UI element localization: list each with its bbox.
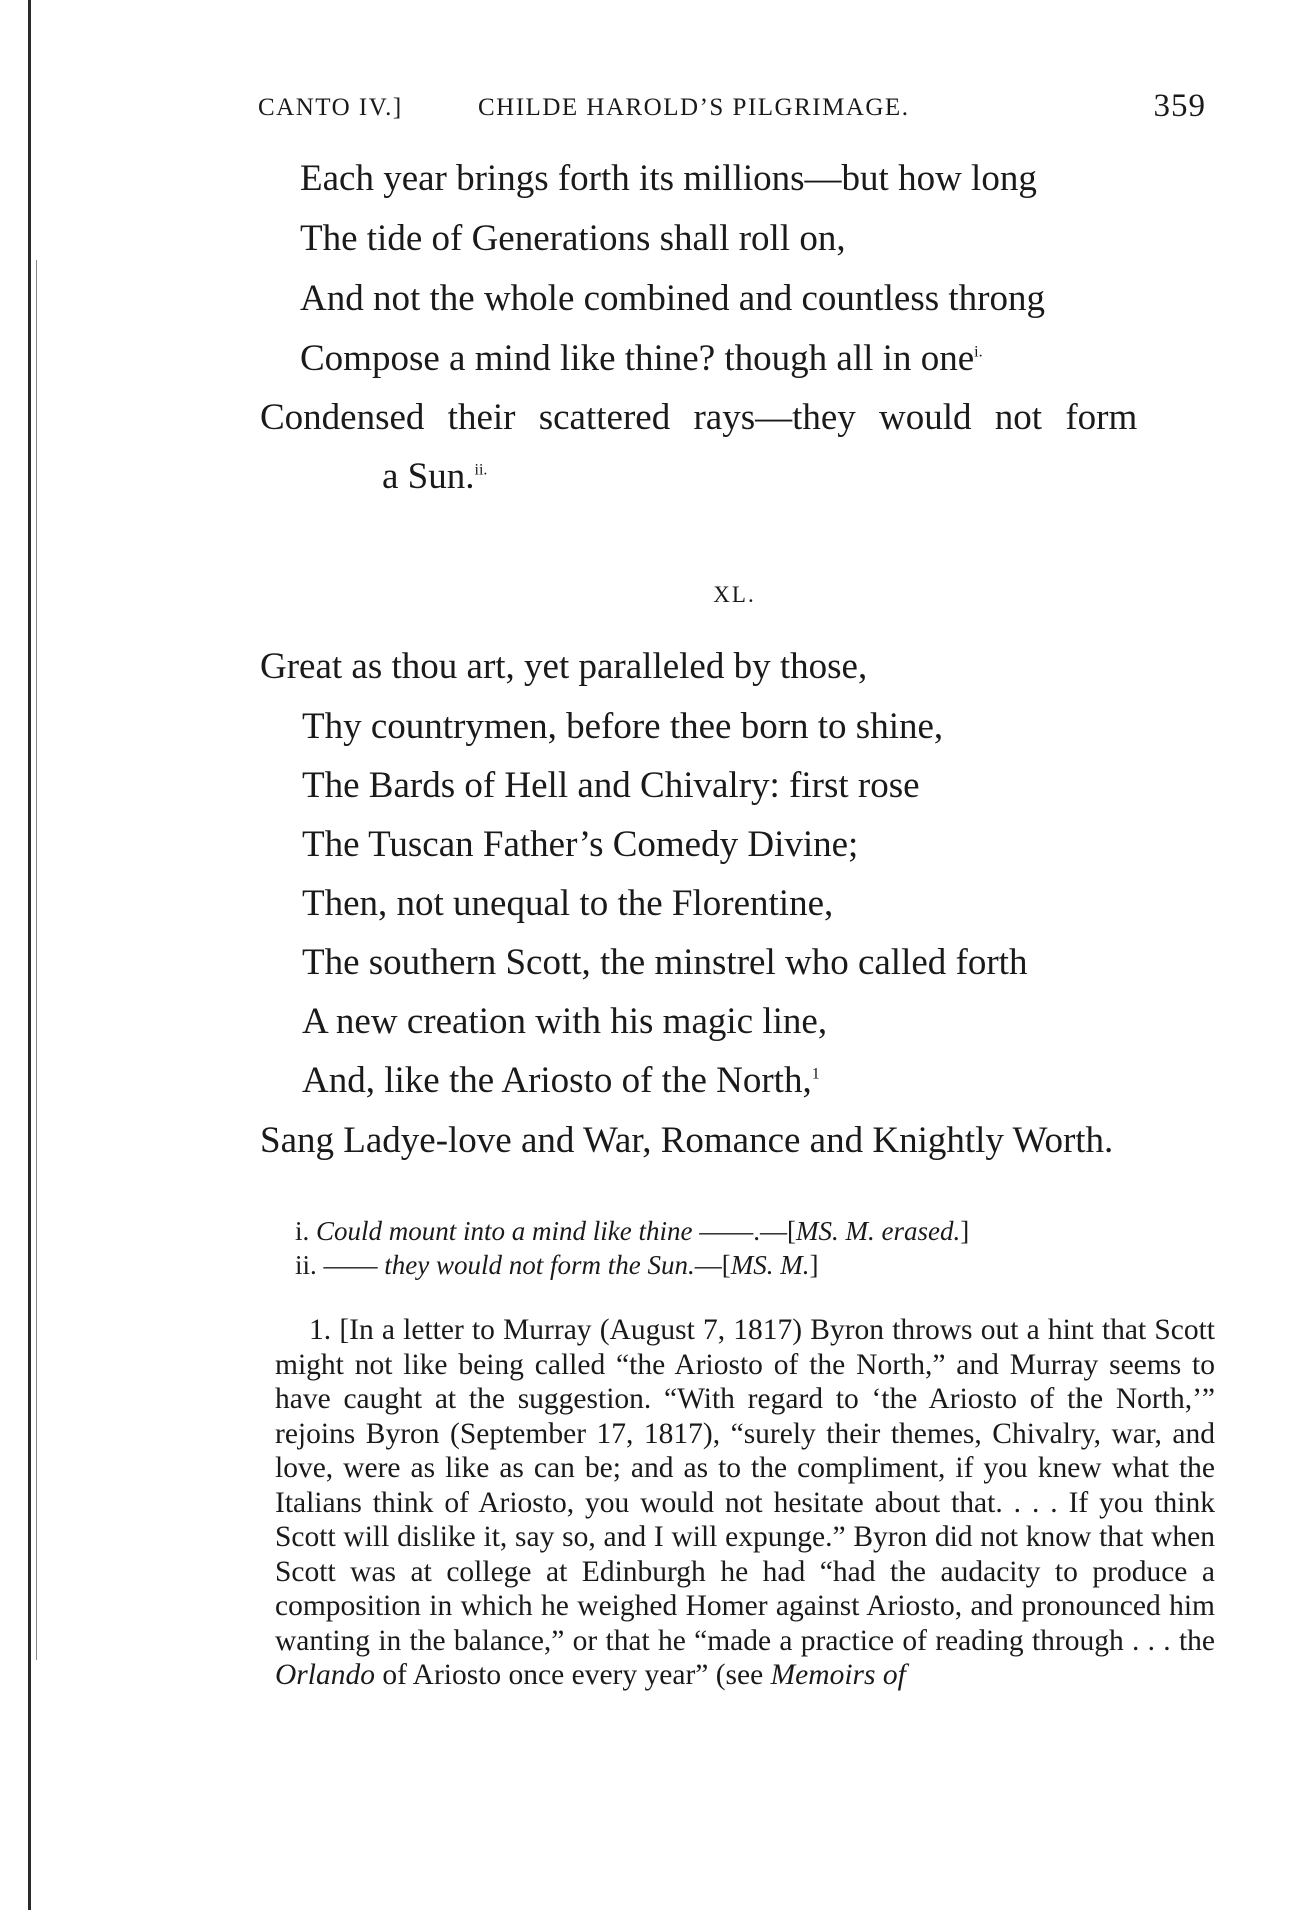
verse-line: Compose a mind like thine? though all in one$^{i.}$	[300, 338, 983, 379]
verse-line: And, like the Ariosto of the North,$^1$	[302, 1060, 820, 1101]
variant-reading: ii. —— they would not form the Sun.—[MS. M.]	[295, 1250, 819, 1280]
page-number: 359	[1153, 88, 1206, 124]
footnote-italic: Orlando	[275, 1659, 375, 1691]
verse-line: The southern Scott, the minstrel who called forth	[302, 942, 1028, 983]
running-header	[258, 82, 1218, 130]
variant-marker: i.	[974, 343, 983, 361]
verse-line-runover: a Sun.$^{ii.}$	[382, 456, 488, 497]
footnote-text: of Ariosto once every year” (see	[374, 1659, 771, 1691]
footnote-marker: 1	[811, 1065, 820, 1083]
page-binding-edge	[28, 0, 31, 1910]
verse-line: And not the whole combined and countless throng	[300, 278, 1046, 319]
footnote-italic: Memoirs of	[770, 1659, 906, 1691]
verse-line: Each year brings forth its millions—but how long	[300, 158, 1037, 199]
stanza-number: XL.	[713, 582, 756, 607]
footnote-number: 1.	[309, 1314, 332, 1346]
verse-line: A new creation with his magic line,	[302, 1001, 828, 1042]
page-binding-shadow	[36, 260, 37, 1660]
verse-line: The Bards of Hell and Chivalry: first rose	[302, 765, 920, 806]
footnote-text: [In a letter to Murray (August 7, 1817) Byron throws out a hint that Scott might not like being called “the Ariosto of the North,” and Murray seems to have caught at the suggestion. “With regard to ‘the Ariosto of the North,’” rejoins Byron (September 17, 1817), “surely their themes, Chivalry, war, and love, were as like as can be; and as to the compliment, if you knew what the Italians think of Ariosto, you would not hesitate about that. . . . If you think Scott will dislike it, say so, and I will expunge.” Byron did not know that when Scott was at college at Edinburgh he had “had the audacity to produce a composition in which he weighed Homer against Ariosto, and pronounced him wanting in the balance,” or that he “made a practice of reading through . . . the	[275, 1314, 1216, 1657]
verse-line: The tide of Generations shall roll on,	[300, 218, 846, 259]
variant-marker: ii.	[474, 461, 488, 479]
header-title: CHILDE HAROLD’S PILGRIMAGE.	[478, 94, 910, 121]
verse-line: Condensed their scattered rays—they would not form	[260, 397, 1138, 438]
header-canto: CANTO IV.]	[258, 94, 403, 121]
verse-line: Thy countrymen, before thee born to shine,	[302, 706, 944, 747]
footnote	[275, 1313, 1215, 1693]
verse-line: Then, not unequal to the Florentine,	[302, 883, 834, 924]
verse-line: Sang Ladye-love and War, Romance and Knightly Worth.	[260, 1120, 1114, 1161]
verse-line: The Tuscan Father’s Comedy Divine;	[302, 824, 859, 865]
verse-line: Great as thou art, yet paralleled by those,	[260, 646, 868, 687]
variant-reading: i. Could mount into a mind like thine ——.—[MS. M. erased.]	[295, 1216, 970, 1246]
